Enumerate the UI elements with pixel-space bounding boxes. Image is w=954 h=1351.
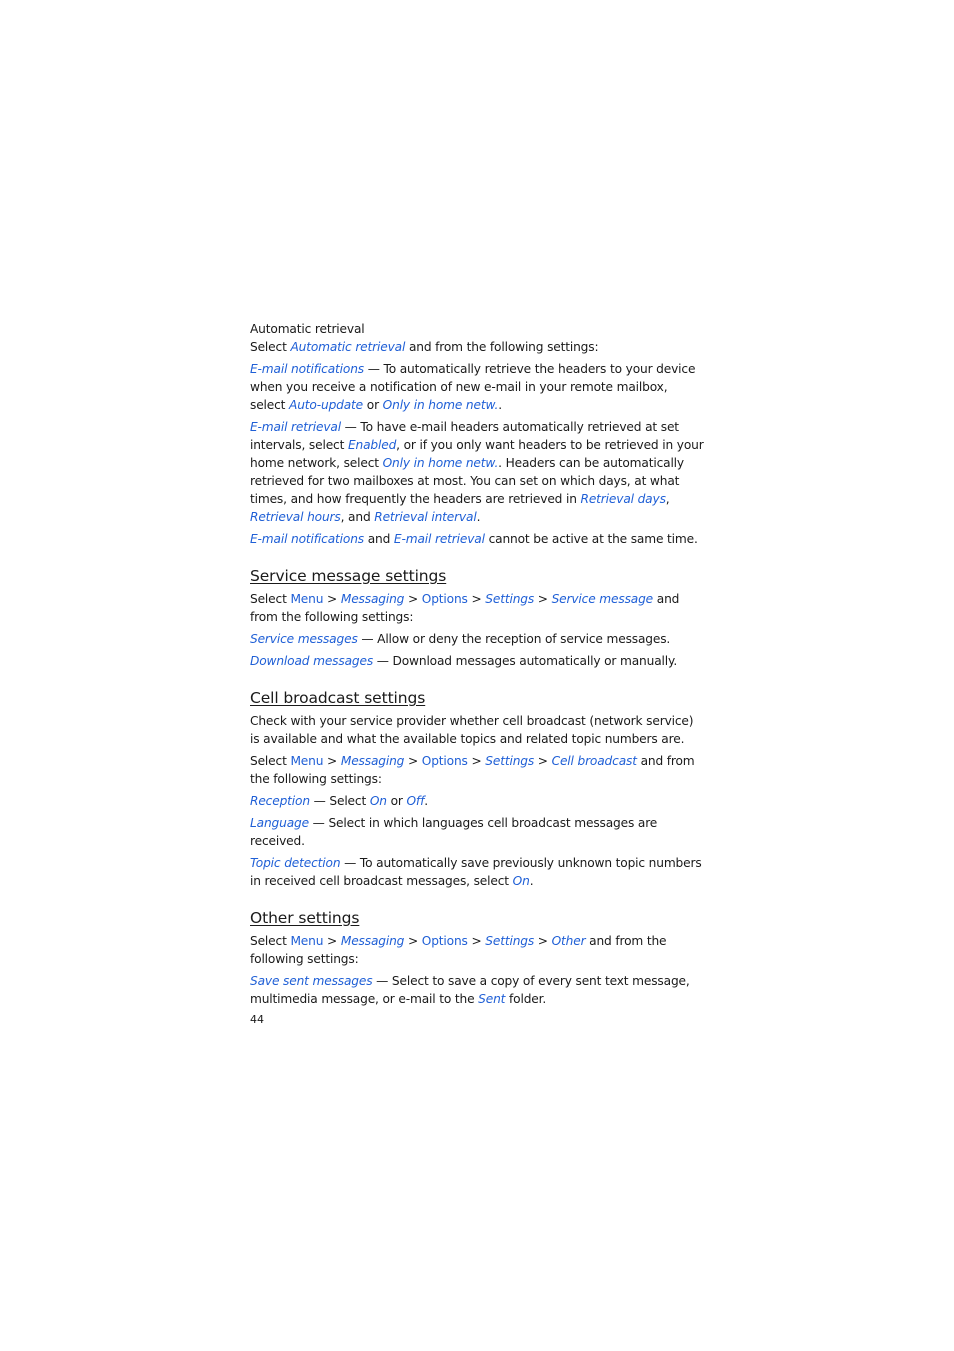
on-option: On — [512, 874, 530, 888]
download-messages-option: Download messages — [250, 654, 374, 668]
email-retrieval-option: E-mail retrieval — [393, 532, 485, 546]
service-messages-option: Service messages — [250, 632, 358, 646]
retrieval-hours-option: Retrieval hours — [250, 510, 341, 524]
retrieval-days-option: Retrieval days — [580, 492, 666, 506]
download-messages-item: Download messages — Download messages automatically or manually. — [250, 654, 678, 668]
only-in-home-netw-option: Only in home netw. — [382, 398, 499, 412]
messaging-option: Messaging — [340, 754, 405, 768]
automatic-retrieval-intro: Select Automatic retrieval and from the following settings: — [250, 340, 599, 354]
options-label: Options — [421, 934, 468, 948]
off-option: Off — [406, 794, 425, 808]
options-label: Options — [421, 592, 468, 606]
automatic-retrieval-option: Automatic retrieval — [290, 340, 406, 354]
settings-option: Settings — [485, 754, 535, 768]
other-menu-path: Select Menu > Messaging > Options > Settings > Other and from the following settings: — [250, 934, 667, 966]
on-option: On — [369, 794, 387, 808]
service-messages-item: Service messages — Allow or deny the reception of service messages. — [250, 632, 671, 646]
other-settings-heading: Other settings — [250, 909, 360, 927]
service-menu-path: Select Menu > Messaging > Options > Settings > Service message and from the following settings: — [250, 592, 680, 624]
messaging-option: Messaging — [340, 592, 405, 606]
menu-label: Menu — [290, 592, 324, 606]
retrieval-interval-option: Retrieval interval — [374, 510, 477, 524]
service-message-option: Service message — [551, 592, 654, 606]
auto-update-option: Auto-update — [289, 398, 364, 412]
page-number: 44 — [250, 1013, 264, 1026]
email-retrieval-option: E-mail retrieval — [250, 420, 341, 434]
email-retrieval-item: E-mail retrieval — To have e-mail headers automatically retrieved at set intervals, select Enabled, or if you only want headers to be retrieved in your home network, select Only in home netw.. Headers can be automatically retrieved for two mailboxes at most. You can set on which days, at what times, and how frequently the headers are retrieved in Retrieval days, Retrieval hours, and Retrieval interval. — [250, 420, 704, 524]
save-sent-messages-option: Save sent messages — [250, 974, 373, 988]
cell-menu-path: Select Menu > Messaging > Options > Settings > Cell broadcast and from the following settings: — [250, 754, 695, 786]
save-sent-messages-item: Save sent messages — Select to save a copy of every sent text message, multimedia message, or e-mail to the Sent folder. — [250, 974, 690, 1006]
settings-option: Settings — [485, 592, 535, 606]
email-notifications-item: E-mail notifications — To automatically retrieve the headers to your device when you receive a notification of new e-mail in your remote mailbox, select Auto-update or Only in home netw.. — [250, 362, 696, 412]
menu-label: Menu — [290, 934, 324, 948]
cell-broadcast-option: Cell broadcast — [551, 754, 637, 768]
enabled-option: Enabled — [347, 438, 397, 452]
email-notifications-option: E-mail notifications — [250, 532, 364, 546]
topic-detection-item: Topic detection — To automatically save previously unknown topic numbers in received cell broadcast messages, select On. — [250, 856, 702, 888]
email-notifications-option: E-mail notifications — [250, 362, 364, 376]
menu-label: Menu — [290, 754, 324, 768]
settings-option: Settings — [485, 934, 535, 948]
language-option: Language — [250, 816, 309, 830]
reception-item: Reception — Select On or Off. — [250, 794, 428, 808]
service-message-settings-heading: Service message settings — [250, 567, 447, 585]
exclusivity-note: E-mail notifications and E-mail retrieval cannot be active at the same time. — [250, 532, 698, 546]
cell-broadcast-intro: Check with your service provider whether cell broadcast (network service) is available and what the available topics and related topic numbers are. — [250, 714, 694, 746]
cell-broadcast-settings-heading: Cell broadcast settings — [250, 689, 426, 707]
messaging-option: Messaging — [340, 934, 405, 948]
page-content — [250, 320, 706, 1012]
topic-detection-option: Topic detection — [250, 856, 341, 870]
language-item: Language — Select in which languages cell broadcast messages are received. — [250, 816, 658, 848]
only-in-home-netw-option: Only in home netw. — [382, 456, 499, 470]
sent-folder-option: Sent — [478, 992, 506, 1006]
options-label: Options — [421, 754, 468, 768]
automatic-retrieval-heading: Automatic retrieval — [250, 322, 365, 336]
reception-option: Reception — [250, 794, 310, 808]
other-option: Other — [551, 934, 586, 948]
